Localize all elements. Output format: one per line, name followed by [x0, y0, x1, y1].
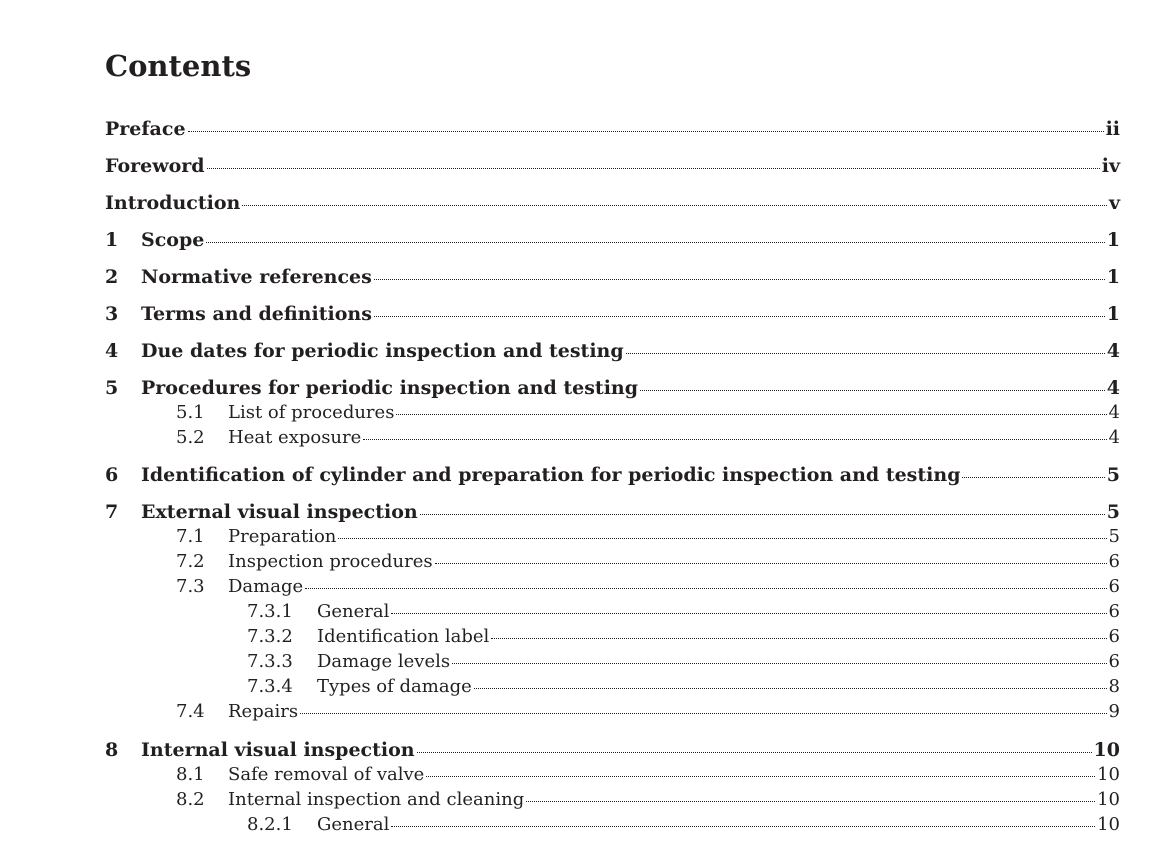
toc-entry-page-number: 10: [1097, 764, 1120, 785]
toc-entry-page-number: 10: [1093, 739, 1120, 761]
toc-entry-label: Damage: [228, 576, 304, 597]
toc-entry[interactable]: [105, 302, 1120, 326]
page-title: Contents: [105, 49, 252, 83]
toc-entry-number: 8: [105, 739, 119, 761]
toc-entry-label: Introduction: [105, 192, 241, 214]
dot-leader: [338, 537, 1106, 539]
dot-leader: [426, 775, 1095, 777]
toc-entry-label: Identification of cylinder and preparation for periodic inspection and testing: [141, 464, 961, 486]
toc-entry-label: Types of damage: [317, 676, 472, 697]
dot-leader: [391, 612, 1106, 614]
toc-entry-label: Terms and definitions: [141, 303, 372, 325]
toc-entry[interactable]: [105, 813, 1120, 837]
toc-entry[interactable]: [105, 339, 1120, 363]
toc-entry[interactable]: [105, 117, 1120, 141]
toc-entry-label: List of procedures: [228, 402, 395, 423]
toc-entry-label: Internal inspection and cleaning: [228, 789, 525, 810]
dot-leader: [242, 204, 1107, 206]
toc-entry-page-number: 5: [1106, 464, 1120, 486]
toc-entry-label: Due dates for periodic inspection and testing: [141, 340, 624, 362]
dot-leader: [435, 562, 1107, 564]
dot-leader: [526, 800, 1095, 802]
toc-entry[interactable]: [105, 625, 1120, 649]
toc-entry-page-number: 4: [1108, 402, 1120, 423]
toc-entry-number: 7: [105, 501, 119, 523]
toc-entry-number: 5: [105, 377, 119, 399]
toc-entry[interactable]: [105, 401, 1120, 425]
toc-entry[interactable]: [105, 463, 1120, 487]
toc-entry-label: Preface: [105, 118, 186, 140]
toc-entry-page-number: 1: [1106, 303, 1120, 325]
toc-entry-page-number: 6: [1108, 601, 1120, 622]
dot-leader: [391, 825, 1095, 827]
toc-entry[interactable]: [105, 228, 1120, 252]
toc-entry-label: Heat exposure: [228, 427, 362, 448]
dot-leader: [417, 751, 1092, 753]
toc-entry[interactable]: [105, 154, 1120, 178]
toc-entry-label: Identification label: [317, 626, 490, 647]
toc-entry-label: General: [317, 601, 390, 622]
toc-entry-number: 7.2: [176, 551, 205, 572]
toc-entry[interactable]: [105, 600, 1120, 624]
toc-entry-page-number: 5: [1106, 501, 1120, 523]
dot-leader: [374, 315, 1105, 317]
toc-entry-page-number: 6: [1108, 651, 1120, 672]
dot-leader: [396, 413, 1106, 415]
toc-entry-number: 8.2: [176, 789, 205, 810]
toc-entry[interactable]: [105, 650, 1120, 674]
dot-leader: [374, 278, 1105, 280]
toc-entry-number: 8.2.1: [247, 814, 293, 835]
toc-entry-page-number: 9: [1108, 701, 1120, 722]
toc-entry[interactable]: [105, 738, 1120, 762]
toc-entry-page-number: 10: [1097, 789, 1120, 810]
dot-leader: [491, 637, 1106, 639]
toc-entry-number: 3: [105, 303, 119, 325]
toc-entry-page-number: 8: [1108, 676, 1120, 697]
toc-entry-page-number: v: [1108, 192, 1120, 214]
toc-entry-label: Foreword: [105, 155, 205, 177]
toc-entry-page-number: 6: [1108, 626, 1120, 647]
toc-entry-label: Procedures for periodic inspection and testing: [141, 377, 639, 399]
toc-entry-page-number: 10: [1097, 814, 1120, 835]
dot-leader: [420, 513, 1105, 515]
dot-leader: [188, 130, 1104, 132]
toc-entry[interactable]: [105, 675, 1120, 699]
toc-entry-label: Normative references: [141, 266, 372, 288]
toc-entry-page-number: ii: [1105, 118, 1120, 140]
toc-entry-page-number: 6: [1108, 576, 1120, 597]
toc-entry[interactable]: [105, 575, 1120, 599]
toc-entry-page-number: iv: [1101, 155, 1120, 177]
toc-entry[interactable]: [105, 191, 1120, 215]
toc-entry-number: 5.2: [176, 427, 205, 448]
toc-entry[interactable]: [105, 788, 1120, 812]
toc-entry-page-number: 1: [1106, 266, 1120, 288]
toc-entry-number: 7.1: [176, 526, 205, 547]
dot-leader: [640, 389, 1105, 391]
toc-entry-label: Internal visual inspection: [141, 739, 415, 761]
toc-entry-number: 7.3: [176, 576, 205, 597]
dot-leader: [363, 438, 1106, 440]
toc-entry-number: 2: [105, 266, 119, 288]
toc-entry-label: External visual inspection: [141, 501, 418, 523]
toc-entry-label: Repairs: [228, 701, 299, 722]
toc-entry-label: Safe removal of valve: [228, 764, 425, 785]
toc-entry-page-number: 4: [1108, 427, 1120, 448]
toc-entry-number: 8.1: [176, 764, 205, 785]
dot-leader: [206, 241, 1104, 243]
toc-entry-number: 1: [105, 229, 119, 251]
toc-entry-number: 7.3.4: [247, 676, 293, 697]
toc-entry[interactable]: [105, 700, 1120, 724]
toc-entry[interactable]: [105, 525, 1120, 549]
toc-entry-label: Preparation: [228, 526, 337, 547]
toc-entry[interactable]: [105, 376, 1120, 400]
toc-entry-page-number: 1: [1106, 229, 1120, 251]
toc-entry-number: 7.3.3: [247, 651, 293, 672]
dot-leader: [305, 587, 1106, 589]
toc-entry[interactable]: [105, 265, 1120, 289]
toc-entry-label: Inspection procedures: [228, 551, 433, 572]
dot-leader: [474, 687, 1107, 689]
toc-entry-label: General: [317, 814, 390, 835]
toc-entry[interactable]: [105, 426, 1120, 450]
toc-entry-number: 6: [105, 464, 119, 486]
toc-entry[interactable]: [105, 763, 1120, 787]
dot-leader: [300, 712, 1106, 714]
toc-entry[interactable]: [105, 500, 1120, 524]
toc-entry-number: 5.1: [176, 402, 205, 423]
toc-entry-page-number: 4: [1106, 377, 1120, 399]
toc-entry-number: 4: [105, 340, 119, 362]
toc-entry-number: 7.4: [176, 701, 205, 722]
dot-leader: [626, 352, 1105, 354]
toc-entry-label: Scope: [141, 229, 205, 251]
toc-entry-label: Damage levels: [317, 651, 451, 672]
toc-entry-page-number: 4: [1106, 340, 1120, 362]
toc-entry-page-number: 6: [1108, 551, 1120, 572]
toc-entry-number: 7.3.1: [247, 601, 293, 622]
dot-leader: [452, 662, 1106, 664]
toc-entry-number: 7.3.2: [247, 626, 293, 647]
toc-entry[interactable]: [105, 550, 1120, 574]
toc-entry-page-number: 5: [1108, 526, 1120, 547]
dot-leader: [962, 476, 1104, 478]
dot-leader: [207, 167, 1100, 169]
